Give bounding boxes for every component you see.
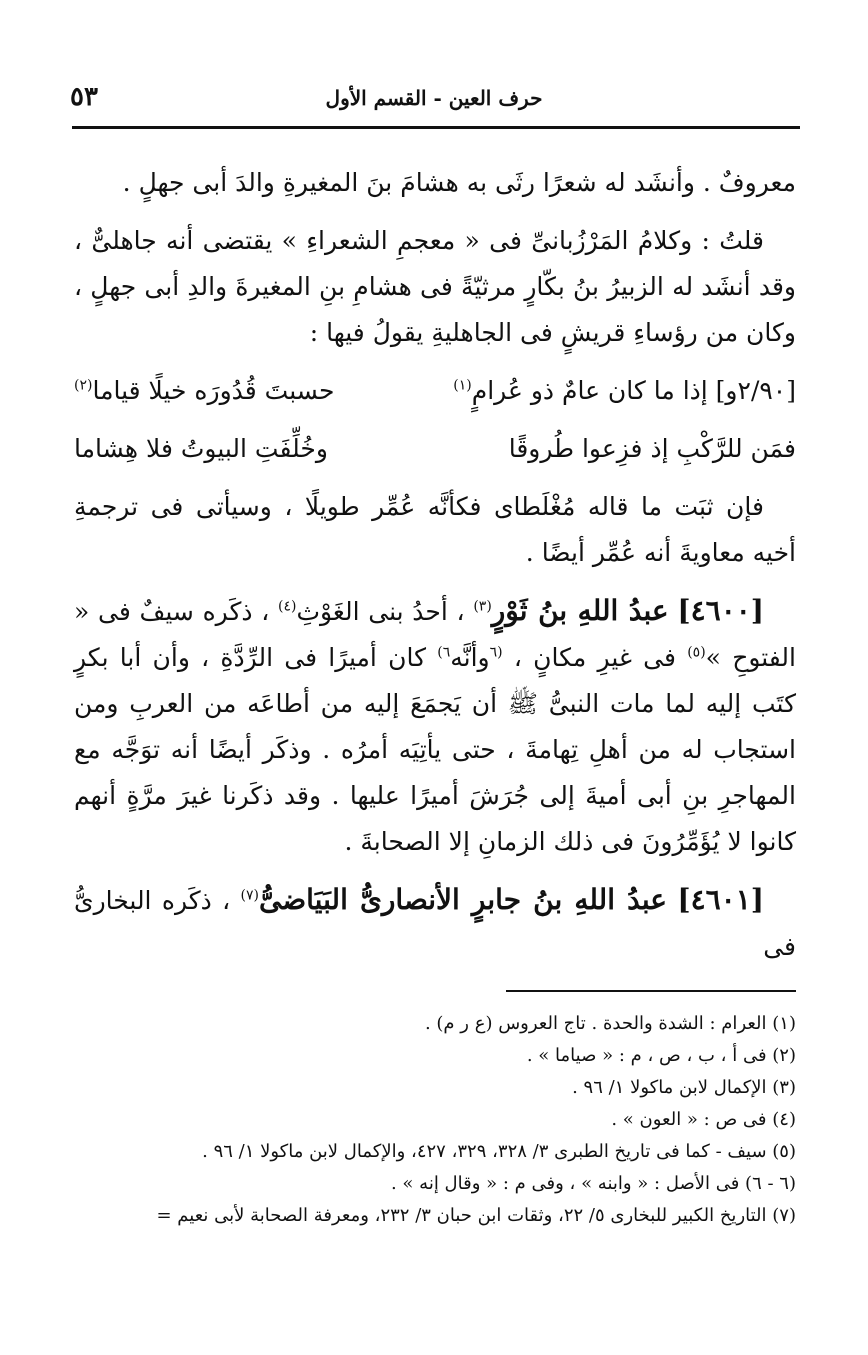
footnote-marker-3: (٣)	[473, 598, 492, 615]
main-text	[74, 160, 796, 982]
footnote-7: (٧) التاريخ الكبير للبخارى ٥/ ٢٢، وثقات ابن حبان ٣/ ٢٣٢، ومعرفة الصحابة لأبى نعيم =	[156, 1205, 796, 1226]
entry-4600-text-3: فى غيرِ مكانٍ ،	[513, 643, 676, 672]
entry-4600	[74, 588, 796, 865]
page-number: ٥٣	[70, 82, 98, 112]
footnote-rule	[506, 990, 796, 992]
paragraph-2: قلتُ : وكلامُ المَرْزُبانىِّ فى « معجمِ الشعراءِ » يقتضى أنه جاهلىٌّ ، وقد أنشَد له الزبيرُ بنُ بكّارٍ مرثيّةً فى هشامِ بنِ المغيرةَ والدِ أبى جهلٍ ، وكان من رؤساءِ قريشٍ فى الجاهليةِ يقولُ فيها :	[74, 226, 796, 347]
entry-4600-text-4: وأنَّه	[450, 643, 490, 672]
paragraph-1: معروفٌ . وأنشَد له شعرًا رثَى به هشامَ بنَ المغيرةِ والدَ أبى جهلٍ .	[122, 168, 796, 197]
verse-line-2	[74, 426, 796, 472]
entry-4601	[74, 877, 796, 970]
header-rule	[72, 126, 800, 129]
footnotes	[74, 1008, 796, 1232]
verse-1-second-hemistich	[74, 368, 335, 414]
footnote-1: (١) العرام : الشدة والحدة . تاج العروس (ع ر م) .	[424, 1013, 796, 1034]
footnote-marker-4: (٤)	[278, 598, 297, 615]
footnote-marker-1: (١)	[453, 377, 472, 394]
entry-4600-text-2: ، ذكَره سيفٌ فى « الفتوحِ »	[74, 597, 796, 672]
footnote-3: (٣) الإكمال لابن ماكولا ١/ ٩٦ .	[572, 1077, 796, 1098]
footnote-marker-6-end: ٦)	[437, 644, 451, 661]
footnote-marker-2: (٢)	[74, 377, 93, 394]
paragraph-3: فإن ثبَت ما قاله مُغْلَطاى فكأنَّه عُمِّر طويلًا ، وسيأتى فى ترجمةِ أخيه معاويةَ أنه عُمِّر أيضًا .	[74, 492, 796, 567]
running-title: حرف العين - القسم الأول	[325, 86, 543, 110]
verse-line-1	[74, 368, 796, 414]
entry-4600-number: [٤٦٠٠]	[677, 594, 765, 627]
footnote-4: (٤) فى ص : « العون » .	[611, 1109, 796, 1130]
verse-2-first-hemistich: فمَن للرَّكْبِ إذ فزِعوا طُروقًا	[508, 434, 796, 463]
footnote-marker-5: (٥)	[687, 644, 706, 661]
verse-1-first-hemistich	[453, 368, 796, 414]
page-header	[70, 78, 798, 118]
entry-4600-text-1: ، أحدُ بنى الغَوْثِ	[296, 597, 465, 626]
entry-4601-number: [٤٦٠١]	[677, 883, 764, 916]
footnote-marker-6-start: (٦	[489, 644, 503, 661]
entry-4601-text-1: ، ذكَره البخارىُّ فى	[74, 886, 796, 961]
verse-1-first-text: [٢/٩٠و] إذا ما كان عامٌ ذو عُرامٍ	[471, 376, 796, 405]
entry-4600-text-5: كان أميرًا فى الرِّدَّةِ ، وأن أبا بكرٍ كتَب إليه لما مات النبىُّ ﷺ أن يَجمَعَ إليه من أطاعَه من العربِ ومن استجاب له من أهلِ تِهامةَ ، حتى يأتِيَه أمرُه . وذكَر أيضًا أنه توَجَّه مع المهاجرِ بنِ أبى أميةَ إلى جُرَشَ أميرًا عليها . وقد ذكَرنا غيرَ مرَّةٍ أنهم كانوا لا يُؤَمِّرُونَ فى ذلك الزمانِ إلا الصحابةَ .	[74, 643, 796, 856]
entry-4600-name: عبدُ اللهِ بنُ ثَوْرٍ	[491, 594, 669, 627]
footnote-2: (٢) فى أ ، ب ، ص ، م : « صياما » .	[526, 1045, 796, 1066]
footnote-6: (٦ - ٦) فى الأصل : « وابنه » ، وفى م : « وقال إنه » .	[390, 1173, 796, 1194]
verse-2-second-hemistich: وخُلِّفَتِ البيوتُ فلا هِشاما	[74, 434, 328, 463]
footnote-5: (٥) سيف - كما فى تاريخ الطبرى ٣/ ٣٢٨، ٣٢٩، ٤٢٧، والإكمال لابن ماكولا ١/ ٩٦ .	[202, 1141, 796, 1162]
footnote-marker-7: (٧)	[240, 887, 259, 904]
entry-4601-name: عبدُ اللهِ بنُ جابرٍ الأنصارىُّ البَيَاضىُّ	[259, 883, 667, 916]
verse-1-second-text: حسبتَ قُدُورَه خيلًا قياما	[92, 376, 335, 405]
